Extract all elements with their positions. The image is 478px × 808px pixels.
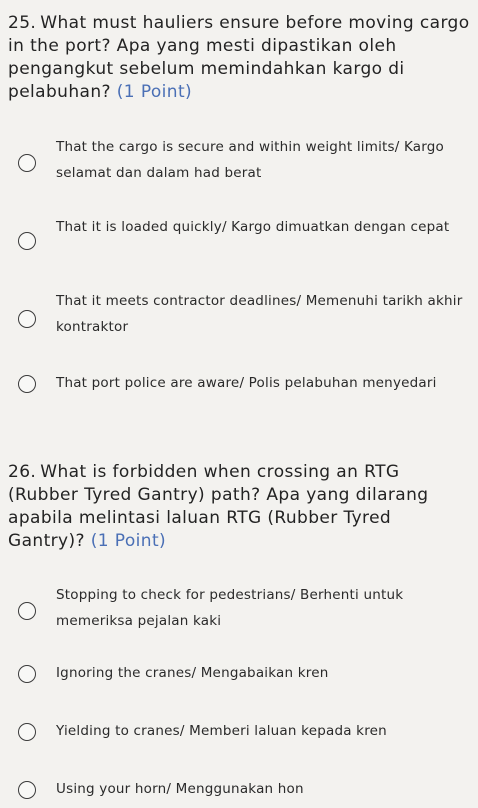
question-number: 26.	[8, 462, 37, 482]
option-label: That it meets contractor deadlines/ Memenuhi tarikh akhir kontraktor	[56, 293, 463, 335]
question-text	[8, 461, 472, 553]
option-label: Ignoring the cranes/ Mengabaikan kren	[56, 665, 329, 681]
question-number: 25.	[8, 13, 37, 33]
radio-button[interactable]	[18, 310, 36, 328]
option-label: Using your horn/ Menggunakan hon	[56, 781, 304, 797]
option-label: That port police are aware/ Polis pelabuhan menyedari	[56, 375, 437, 391]
question-prompt: What is forbidden when crossing an RTG (Rubber Tyred Gantry) path? Apa yang dilarang apabila melintasi laluan RTG (Rubber Tyred Gantry)?	[8, 462, 429, 551]
radio-button[interactable]	[18, 781, 36, 799]
question-text	[8, 12, 472, 104]
option-label: That the cargo is secure and within weight limits/ Kargo selamat dan dalam had berat	[56, 139, 445, 181]
question-points: (1 Point)	[90, 531, 167, 551]
option-label: Stopping to check for pedestrians/ Berhenti untuk memeriksa pejalan kaki	[56, 587, 404, 629]
radio-button[interactable]	[18, 602, 36, 620]
radio-button[interactable]	[18, 375, 36, 393]
option-label: That it is loaded quickly/ Kargo dimuatkan dengan cepat	[56, 219, 450, 235]
question-prompt: What must hauliers ensure before moving cargo in the port? Apa yang mesti dipastikan oleh pengangkut sebelum memindahkan kargo di pelabuhan?	[8, 13, 470, 102]
radio-button[interactable]	[18, 723, 36, 741]
question-points: (1 Point)	[116, 82, 193, 102]
option-label: Yielding to cranes/ Memberi laluan kepada kren	[56, 723, 387, 739]
radio-button[interactable]	[18, 232, 36, 250]
radio-button[interactable]	[18, 665, 36, 683]
radio-button[interactable]	[18, 154, 36, 172]
